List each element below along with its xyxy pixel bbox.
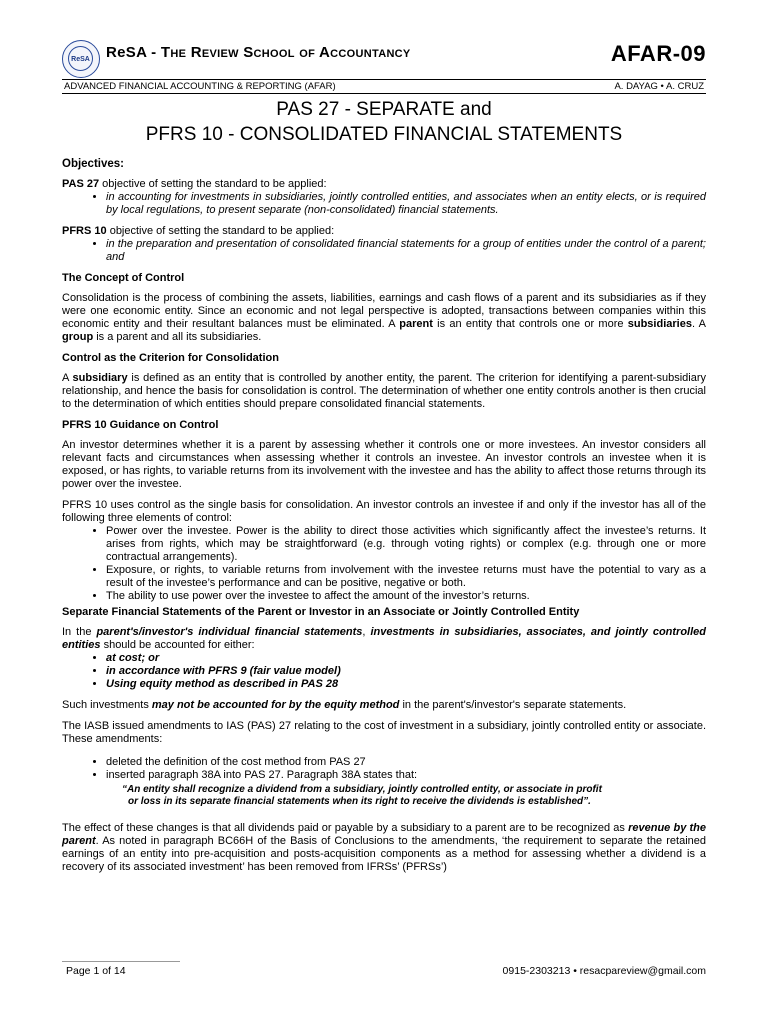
effect-bold: revenue by the parent [62, 822, 707, 847]
document-body [62, 158, 706, 882]
school-separator: - [146, 44, 161, 61]
paragraph-38a-quote [122, 784, 706, 808]
logo-text: ReSA [68, 46, 93, 71]
term-subsidiary: subsidiary [72, 372, 128, 384]
amendments-list [62, 756, 706, 782]
criterion-heading: Control as the Criterion for Consolidation [62, 352, 279, 364]
criterion-text-1: A [62, 372, 73, 384]
effect-paragraph [62, 822, 706, 874]
contact-info: 0915-2303213 • resacpareview@gmail.com [502, 965, 706, 977]
document-page [62, 0, 707, 977]
guidance-paragraph-1: An investor determines whether it is a parent by assessing whether it controls one or more investees. An investor considers all relevant facts and circumstances when assessing whether it controls an investee. An investor controls an investee when it is exposed, or has rights, to variable returns from its involvement with the investee and has the ability to affect those returns through its power over the investee. [62, 439, 706, 490]
pfrs10-objective [62, 225, 706, 238]
school-full-name: The Review School of Accountancy [160, 44, 411, 61]
resa-logo [62, 40, 100, 78]
separate-intro [62, 626, 706, 652]
concept-text-1: Consolidation is the process of combining the assets, liabilities, earnings and cash flows of a parent and its subsidiaries as if they were one economic entity. Since an economic and not legal perspective is adopted, transactions between companies within this economic entity and their resultant balances must be eliminated. A [62, 292, 706, 330]
accounting-option-item: • at cost; or [106, 652, 706, 665]
term-group: group [62, 331, 94, 343]
criterion-text-2: is defined as an entity that is controlled by another entity, the parent. The criterion for identifying a parent-subsidiary relationship, and hence the basis for consolidation is control. The determination of whether one entity controls another is then crucial to the determination of which entities should prepare consolidated financial statements. [62, 372, 706, 410]
quote-line-1: “An entity shall recognize a dividend from a subsidiary, jointly controlled entity, or associate in profit [122, 784, 602, 795]
equity-note-text-2: in the parent's/investor's separate statements. [399, 699, 627, 711]
pfrs10-text: objective of setting the standard to be applied: [106, 225, 335, 237]
amendment-item: • inserted paragraph 38A into PAS 27. Paragraph 38A states that: [106, 769, 706, 782]
iasb-amendments-paragraph: The IASB issued amendments to IAS (PAS) 27 relating to the cost of investment in a subsidiary, jointly controlled entity or associate. These amendments: [62, 720, 706, 745]
concept-text-3: . A [691, 318, 706, 330]
school-name [106, 44, 411, 61]
criterion-paragraph [62, 372, 706, 411]
pfrs10-label: PFRS 10 [62, 225, 107, 237]
pas27-bullet: • in accounting for investments in subsidiaries, jointly controlled entities, and associates when an entity elects, or is required by local regulations, to present separate (non-consolidated) financial statements. [106, 191, 706, 217]
page-number: Page 1 of 14 [66, 965, 126, 977]
term-subsidiaries: subsidiaries [627, 318, 692, 330]
effect-text-2: . As noted in paragraph BC66H of the Basis of Conclusions to the amendments, ‘the requirement to separate the retained earnings of an entity into pre-acquisition and posts-acquisition components as a method for assessing whether a dividend is a recovery of its associated investment’ has been removed from IFRSs’ (PFRSs’) [62, 835, 706, 873]
concept-heading: The Concept of Control [62, 272, 185, 284]
separate-intro-text-2: , [362, 626, 371, 638]
control-element-item: • The ability to use power over the investee to affect the amount of the investor’s returns. [106, 590, 706, 603]
guidance-paragraph-2: PFRS 10 uses control as the single basis for consolidation. An investor controls an investee if and only if the investor has all of the following three elements of control: [62, 499, 706, 524]
subject-line: ADVANCED FINANCIAL ACCOUNTING & REPORTING (AFAR) [64, 81, 336, 92]
pas27-text: objective of setting the standard to be applied: [99, 178, 327, 190]
equity-note-bold: may not be accounted for by the equity method [151, 699, 400, 711]
concept-paragraph [62, 292, 706, 344]
separate-intro-text-3: should be accounted for either: [100, 639, 255, 651]
authors-line: A. DAYAG • A. CRUZ [614, 81, 704, 92]
separate-intro-bold-1: parent's/investor's individual financial statements [96, 626, 363, 638]
quote-line-2: or loss in its separate financial statements when its right to receive the dividends is established”. [128, 796, 591, 807]
term-parent: parent [399, 318, 433, 330]
pas27-label: PAS 27 [62, 178, 100, 190]
separate-heading: Separate Financial Statements of the Parent or Investor in an Associate or Jointly Controlled Entity [62, 606, 580, 618]
page-header [62, 0, 706, 66]
pas27-bullets [62, 191, 706, 217]
guidance-heading: PFRS 10 Guidance on Control [62, 419, 219, 431]
title-line-1: PAS 27 - SEPARATE and [276, 99, 492, 120]
separate-intro-bold-2: investments in subsidiaries, associates, and jointly controlled entities [62, 626, 707, 651]
header-rule [62, 79, 706, 80]
amendment-item: • deleted the definition of the cost method from PAS 27 [106, 756, 706, 769]
objectives-heading: Objectives: [62, 158, 124, 170]
pfrs10-bullet: • in the preparation and presentation of consolidated financial statements for a group of entities under the control of a parent; and [106, 238, 706, 264]
title-line-2: PFRS 10 - CONSOLIDATED FINANCIAL STATEMENTS [145, 124, 623, 145]
accounting-options-list [62, 652, 706, 691]
control-element-item: • Exposure, or rights, to variable returns from involvement with the investee returns must have the potential to vary as a result of the investee’s performance and can be positive, negative or both. [106, 564, 706, 590]
equity-note-text-1: Such investments [62, 699, 152, 711]
effect-text-1: The effect of these changes is that all dividends paid or payable by a subsidiary to a parent are to be recognized as [62, 822, 629, 834]
module-code: AFAR-09 [610, 41, 706, 66]
accounting-option-item: • Using equity method as described in PAS 28 [106, 678, 706, 691]
school-prefix: ReSA [106, 44, 147, 61]
control-element-item: • Power over the investee. Power is the ability to direct those activities which significantly affect the investee’s returns. It arises from rights, which may be straightforward (e.g. through voting rights) or complex (e.g. through one or more contractual arrangements). [106, 525, 706, 564]
separate-intro-text-1: In the [62, 626, 97, 638]
control-elements-list [62, 525, 706, 603]
pas27-objective [62, 178, 706, 191]
equity-method-note [62, 699, 706, 712]
concept-text-4: is a parent and all its subsidiaries. [93, 331, 262, 343]
concept-text-2: is an entity that controls one or more [432, 318, 628, 330]
footer-rule [62, 961, 180, 962]
pfrs10-bullets [62, 238, 706, 264]
subheader-rule [62, 93, 706, 94]
accounting-option-item: • in accordance with PFRS 9 (fair value model) [106, 665, 706, 678]
